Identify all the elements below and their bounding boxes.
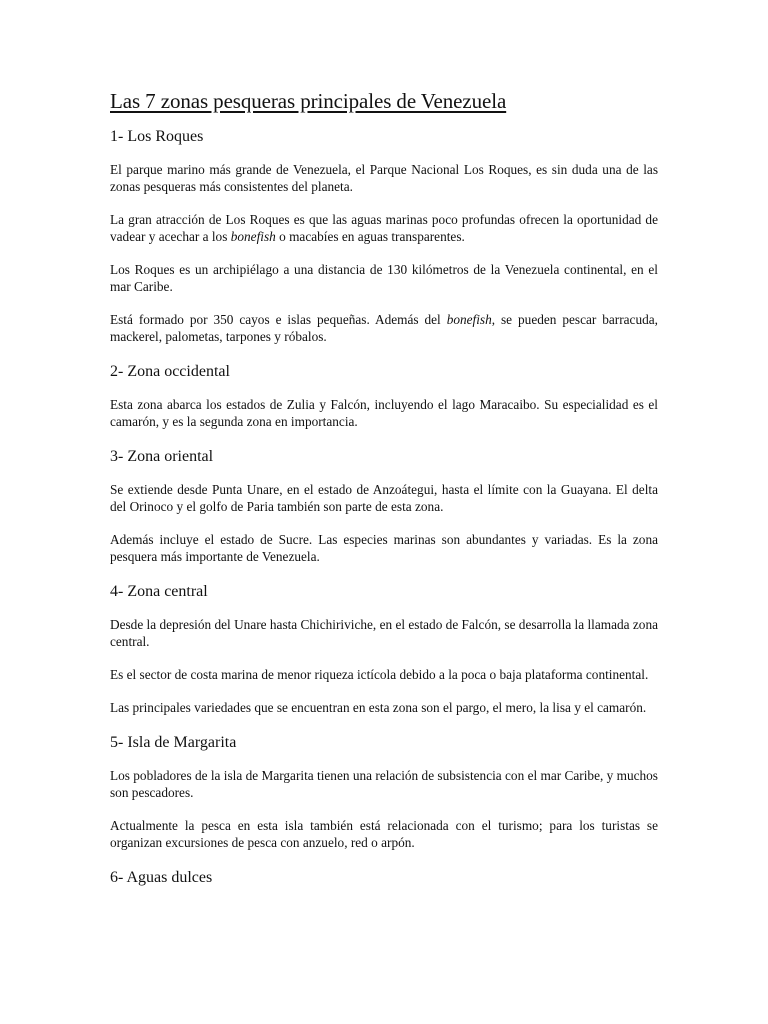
paragraph <box>110 311 658 345</box>
text-run: o macabíes en aguas transparentes. <box>275 229 465 244</box>
section-heading: 1- Los Roques <box>110 128 204 145</box>
text-run: Desde la depresión del Unare hasta Chichiriviche, en el estado de Falcón, se desarrolla la llamada zona central. <box>110 617 658 649</box>
paragraph <box>110 396 658 430</box>
paragraph <box>110 531 658 565</box>
section-1 <box>110 127 658 345</box>
paragraph <box>110 211 658 245</box>
section-heading: 4- Zona central <box>110 583 208 600</box>
text-run: Las principales variedades que se encuentran en esta zona son el pargo, el mero, la lisa y el camarón. <box>110 700 647 715</box>
paragraph <box>110 767 658 801</box>
paragraph <box>110 161 658 195</box>
section-heading: 2- Zona occidental <box>110 363 230 380</box>
text-run: Es el sector de costa marina de menor riqueza ictícola debido a la poca o baja plataforma continental. <box>110 667 649 682</box>
document-page <box>110 88 658 902</box>
text-run: Actualmente la pesca en esta isla también está relacionada con el turismo; para los turistas se organizan excursiones de pesca con anzuelo, red o arpón. <box>110 818 658 850</box>
text-run: , se pueden pescar barracuda, mackerel, palometas, tarpones y róbalos. <box>110 312 658 344</box>
section-4 <box>110 582 658 716</box>
text-run: Los pobladores de la isla de Margarita tienen una relación de subsistencia con el mar Caribe, y muchos son pescadores. <box>110 768 658 800</box>
text-run: El parque marino más grande de Venezuela, el Parque Nacional Los Roques, es sin duda una de las zonas pesqueras más consistentes del planeta. <box>110 162 658 194</box>
section-2 <box>110 362 658 430</box>
section-6 <box>110 868 658 888</box>
paragraph <box>110 481 658 515</box>
section-3 <box>110 447 658 565</box>
paragraph <box>110 699 658 716</box>
paragraph <box>110 261 658 295</box>
text-run: La gran atracción de Los Roques es que las aguas marinas poco profundas ofrecen la oportunidad de vadear y acechar a los <box>110 212 658 244</box>
text-run: Esta zona abarca los estados de Zulia y Falcón, incluyendo el lago Maracaibo. Su especialidad es el camarón, y es la segunda zona en importancia. <box>110 397 658 429</box>
document-title: Las 7 zonas pesqueras principales de Venezuela <box>110 89 507 113</box>
text-run: Los Roques es un archipiélago a una distancia de 130 kilómetros de la Venezuela continental, en el mar Caribe. <box>110 262 658 294</box>
text-run: Además incluye el estado de Sucre. Las especies marinas son abundantes y variadas. Es la zona pesquera más importante de Venezuela. <box>110 532 658 564</box>
text-run: Se extiende desde Punta Unare, en el estado de Anzoátegui, hasta el límite con la Guayana. El delta del Orinoco y el golfo de Paria también son parte de esta zona. <box>110 482 658 514</box>
section-heading: 6- Aguas dulces <box>110 869 213 886</box>
italic-term: bonefish <box>446 312 492 327</box>
section-heading: 3- Zona oriental <box>110 448 214 465</box>
italic-term: bonefish <box>230 229 276 244</box>
section-5 <box>110 733 658 851</box>
section-heading: 5- Isla de Margarita <box>110 734 237 751</box>
text-run: Está formado por 350 cayos e islas pequeñas. Además del <box>110 312 447 327</box>
sections-container <box>110 127 658 888</box>
paragraph <box>110 666 658 683</box>
paragraph <box>110 817 658 851</box>
paragraph <box>110 616 658 650</box>
